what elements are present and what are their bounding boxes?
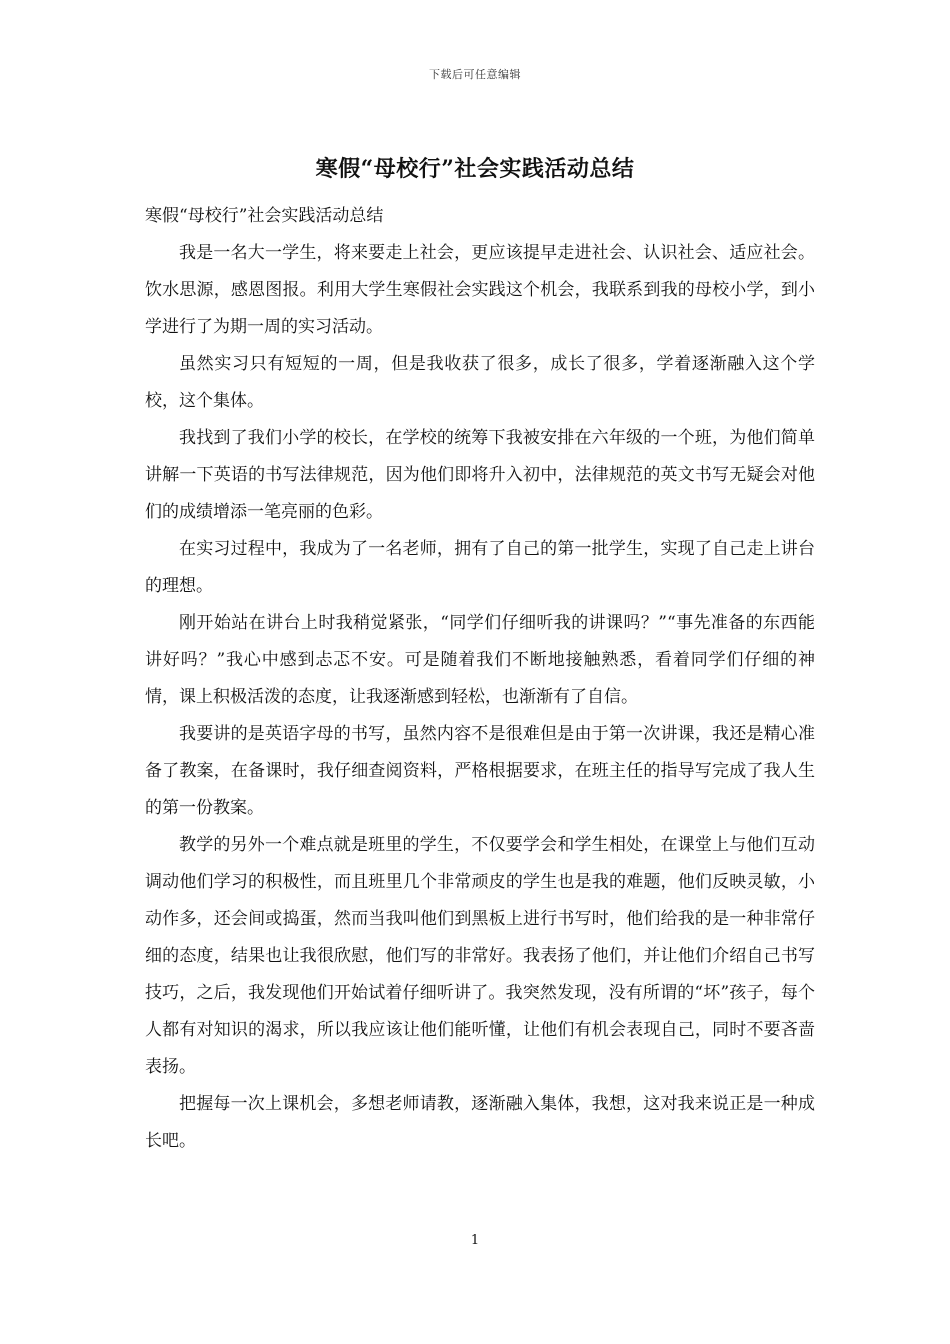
document-subtitle: 寒假“母校行”社会实践活动总结 — [145, 206, 384, 226]
document-body — [145, 198, 815, 1160]
paragraph: 把握每一次上课机会，多想老师请教，逐渐融入集体，我想，这对我来说正是一种成长吧。 — [145, 1094, 815, 1151]
paragraph: 我要讲的是英语字母的书写，虽然内容不是很难但是由于第一次讲课，我还是精心准备了教案，在备课时，我仔细查阅资料，严格根据要求，在班主任的指导写完成了我人生的第一份教案。 — [145, 724, 815, 818]
page-number: 1 — [470, 1233, 480, 1248]
paragraph: 我是一名大一学生，将来要走上社会，更应该提早走进社会、认识社会、适应社会。饮水思源，感恩图报。利用大学生寒假社会实践这个机会，我联系到我的母校小学，到小学进行了为期一周的实习活动。 — [145, 243, 815, 337]
paragraph: 在实习过程中，我成为了一名老师，拥有了自己的第一批学生，实现了自己走上讲台的理想。 — [145, 539, 815, 596]
header-note: 下载后可任意编辑 — [429, 68, 521, 81]
paragraph: 教学的另外一个难点就是班里的学生，不仅要学会和学生相处，在课堂上与他们互动调动他们学习的积极性，而且班里几个非常顽皮的学生也是我的难题，他们反映灵敏，小动作多，还会间或捣蛋，然而当我叫他们到黑板上进行书写时，他们给我的是一种非常仔细的态度，结果也让我很欣慰，他们写的非常好。我表扬了他们，并让他们介绍自己书写技巧，之后，我发现他们开始试着仔细听讲了。我突然发现，没有所谓的“坏”孩子，每个人都有对知识的渴求，所以我应该让他们能听懂，让他们有机会表现自己，同时不要吝啬表扬。 — [145, 835, 815, 1077]
paragraph: 刚开始站在讲台上时我稍觉紧张，“同学们仔细听我的讲课吗？”“事先准备的东西能讲好吗？”我心中感到忐忑不安。可是随着我们不断地接触熟悉，看着同学们仔细的神情，课上积极活泼的态度，让我逐渐感到轻松，也渐渐有了自信。 — [145, 613, 815, 707]
document-title: 寒假“母校行”社会实践活动总结 — [315, 156, 635, 182]
paragraph: 虽然实习只有短短的一周，但是我收获了很多，成长了很多，学着逐渐融入这个学校，这个集体。 — [145, 354, 815, 411]
paragraph: 我找到了我们小学的校长，在学校的统筹下我被安排在六年级的一个班，为他们简单讲解一下英语的书写法律规范，因为他们即将升入初中，法律规范的英文书写无疑会对他们的成绩增添一笔亮丽的色彩。 — [145, 428, 815, 522]
